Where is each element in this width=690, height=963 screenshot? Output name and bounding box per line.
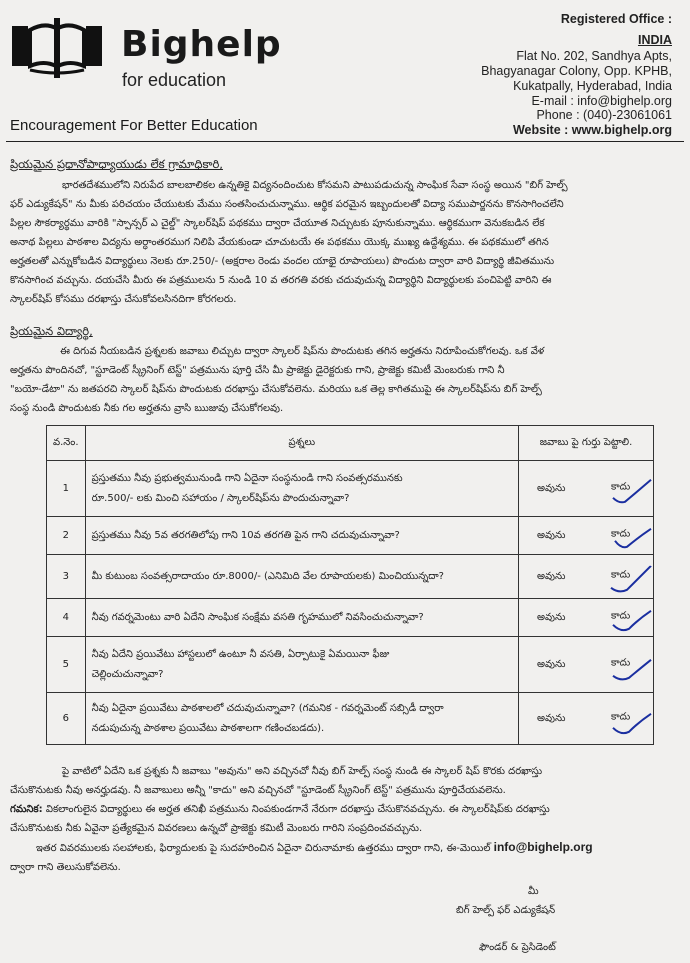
- note-line: [10, 800, 593, 819]
- question-line: ప్రస్తుతము నీవు ప్రభుత్వమునుండి గాని ఏదైనా సంస్థనుండి గాని సంవత్సరమునకు: [91, 472, 403, 484]
- office-phone: Phone : (040)-23061061: [536, 108, 672, 122]
- yes-option[interactable]: అవును: [537, 658, 566, 670]
- note-text: వికలాంగులైన విద్యార్థులు ఈ అర్హత తనిఖీ పత్రమును నింపకుండగానే నేరుగా దరఖాస్తు చేసుకొనవచ్చును. ఈ స్కాలర్‌షిప్‌కు దరఖాస్తు: [45, 804, 550, 815]
- table-header-row: [47, 426, 654, 461]
- checkmark-icon: [609, 477, 653, 505]
- office-title: Registered Office :: [560, 12, 672, 26]
- letter-paragraph-2: [10, 342, 544, 418]
- paragraph-line: కొనసాగించ వచ్చును. దయచేసి మీరు ఈ పత్రములను 5 నుండి 10 వ తరగతి వరకు చదువుచున్న విద్యార్థిని విద్యార్థులకు పంచిపెట్టి వారిని ఈ: [10, 275, 552, 286]
- paragraph-line: "బయో-డేటా" ను జతపరచి స్కాలర్ షిప్‌ను పొందుటకు దరఖాస్తు చేసుకోవలెను. మరియు ఒక తెల్ల కాగితముపై ఈ స్కాలర్‌షిప్‌ను బిగ్ హెల్ప్: [10, 384, 542, 395]
- row-number: 3: [47, 555, 86, 599]
- office-email: E-mail : info@bighelp.org: [531, 94, 672, 108]
- question-cell: [85, 599, 518, 637]
- yes-option[interactable]: అవును: [537, 529, 566, 541]
- table-row: [47, 461, 654, 517]
- bighelp-logo-icon: [10, 16, 104, 80]
- paragraph-line: అర్హతలతో ఎన్నుకోబడిన విద్యార్థులు నెలకు రూ.250/- (అక్షరాల రెండు వందల యాభై రూపాయలు) పొందుట ద్వారా వారి విద్యార్థి జీవితమును: [10, 256, 555, 267]
- col-header-answer: జవాబు పై గుర్తు పెట్టాలి.: [519, 426, 654, 461]
- answer-cell[interactable]: [519, 555, 654, 599]
- no-option[interactable]: కాదు: [611, 569, 631, 581]
- paragraph-line: చేసుకొనుటకు నీవు అనర్హుడవు. నీ జవాబులు అన్నీ "కాదు" అని వచ్చినచో "స్టూడెంట్ స్క్రీనింగ్ టెస్ట్" పత్రమును పూర్తిచేయవలెను.: [10, 785, 506, 796]
- no-option[interactable]: కాదు: [611, 610, 631, 622]
- office-address-line2: Bhagyanagar Colony, Opp. KPHB,: [481, 64, 672, 78]
- yes-option[interactable]: అవును: [537, 482, 566, 494]
- office-address-line3: Kukatpally, Hyderabad, India: [513, 79, 672, 93]
- paragraph-line: ఫర్ ఎడ్యుకేషన్" ను మీకు పరిచయం చేయుటకు మేము సంతసించుచున్నాము. ఆర్థిక పరమైన ఇబ్బందులతో విద్యా సముపార్జనను కొనసాగించలేని: [10, 199, 564, 210]
- table-row: [47, 517, 654, 555]
- question-line: రూ.500/- లకు మించి సహాయం / స్కాలర్‌షిప్‌ను పొందుచున్నావా?: [91, 492, 350, 504]
- brand-name: Bighelp: [121, 24, 282, 65]
- question-cell: [85, 517, 518, 555]
- contact-email-link[interactable]: info@bighelp.org: [493, 840, 593, 854]
- eligibility-table: [46, 425, 654, 745]
- no-option[interactable]: కాదు: [611, 657, 631, 669]
- paragraph-line: ద్వారా గాని తెలుసుకోవలెను.: [10, 862, 121, 873]
- contact-line: [10, 838, 593, 858]
- table-row: [47, 693, 654, 745]
- row-number: 2: [47, 517, 86, 555]
- tagline: Encouragement For Better Education: [10, 117, 258, 134]
- answer-cell[interactable]: [519, 461, 654, 517]
- question-line: చెల్లించుచున్నావా?: [91, 668, 164, 680]
- no-option[interactable]: కాదు: [611, 481, 631, 493]
- yes-option[interactable]: అవును: [537, 570, 566, 582]
- row-number: 6: [47, 693, 86, 745]
- checkmark-icon: [609, 606, 653, 634]
- checkmark-icon: [609, 565, 653, 593]
- question-line: నడుపుచున్న పాఠశాల ప్రయివేటు పాఠశాలగా గణించబడదు).: [91, 722, 325, 734]
- office-country: INDIA: [637, 33, 672, 47]
- office-website: Website : www.bighelp.org: [512, 123, 672, 137]
- paragraph-line: సంస్థ నుండి పొందుటకు నీకు గల అర్హతను వ్రాసి ఋజువు చేసుకోగలవు.: [10, 403, 284, 414]
- signature-organization: బిగ్ హెల్ప్ ఫర్ ఎడ్యుకేషన్: [456, 905, 556, 916]
- letter-paragraph-1: [10, 176, 568, 309]
- paragraph-line: అనాథ పిల్లలు పాఠశాల విద్యను అర్ధాంతరముగ నిలిపి వేయకుండా చూచుటయే ఈ పథకము యొక్క ముఖ్య ఉద్దేశ్యము. ఈ పథకములో తగిన: [10, 237, 549, 248]
- answer-cell[interactable]: [519, 517, 654, 555]
- table-row: [47, 555, 654, 599]
- yes-option[interactable]: అవును: [537, 611, 566, 623]
- question-line: ప్రస్తుతము నీవు 5వ తరగతిలోపు గాని 10వ తరగతి పైన గాని చదువుచున్నావా?: [91, 529, 400, 541]
- signature-yours: మీ: [528, 886, 539, 897]
- checkmark-icon: [609, 707, 653, 735]
- col-header-serial: వ.నెం.: [47, 426, 86, 461]
- brand-subtitle: for education: [122, 70, 227, 90]
- paragraph-line: స్కాలర్‌షిప్ కోసము దరఖాస్తు చేసుకోవలసినదిగా కోరగలరు.: [10, 294, 237, 305]
- salutation-student: ప్రియమైన విద్యార్థి,: [10, 324, 93, 338]
- question-line: నీవు గవర్నమెంటు వారి ఏదేని సాంఘిక సంక్షేమ వసతి గృహములో నివసించుచున్నావా?: [91, 611, 424, 623]
- question-cell: [85, 555, 518, 599]
- no-option[interactable]: కాదు: [611, 711, 631, 723]
- paragraph-line: చేసుకొనుటకు నీకు ఏవైనా ప్రత్యేకమైన వివరణలు ఉన్నచో ప్రాజెక్టు కమిటీ మెంబరు గారిని సంప్రదించవచ్చును.: [10, 823, 423, 834]
- office-address-line1: Flat No. 202, Sandhya Apts,: [516, 49, 672, 63]
- note-label: గమనిక:: [10, 804, 43, 815]
- row-number: 1: [47, 461, 86, 517]
- paragraph-line: అర్హతను పొందినచో, "స్టూడెంట్ స్క్రీనింగ్ టెస్ట్" పత్రమును పూర్తి చేసి మీ ప్రాజెక్టు డైరెక్టరుకు గాని, ప్రాజెక్టు కమిటీ మెంబరుకు గాని నీ: [10, 365, 505, 376]
- question-line: నీవు ఏదేని ప్రయివేటు హాస్టలులో ఉంటూ నీ వసతి, ఏర్పాటుకై ఏమయినా ఫీజు: [91, 648, 390, 660]
- paragraph-line: పిల్లల సౌకర్యార్థము వారికి "స్పాన్సర్ ఎ చైల్డ్" స్కాలర్‌షిప్ పథకము ద్వారా చేయూత నిచ్చుటకు పూనుకున్నాము. ఆర్థికముగా వెనుకబడిన లేక: [10, 218, 545, 229]
- paragraph-line: ఈ దిగువ నీయబడిన ప్రశ్నలకు జవాబు లిచ్చుట ద్వారా స్కాలర్ షిప్‌ను పొందుటకు తగిన అర్హతను నిరూపించుకోగలవు. ఒక వేళ: [60, 346, 545, 357]
- question-cell: [85, 693, 518, 745]
- answer-cell[interactable]: [519, 693, 654, 745]
- row-number: 4: [47, 599, 86, 637]
- yes-option[interactable]: అవును: [537, 712, 566, 724]
- question-line: నీవు ఏదైనా ప్రయివేటు పాఠశాలలో చదువుచున్నావా? (గమనిక - గవర్నమెంట్ సబ్సిడీ ద్వారా: [91, 702, 444, 714]
- checkmark-icon: [609, 653, 653, 681]
- no-option[interactable]: కాదు: [611, 528, 631, 540]
- footer-paragraph: [10, 762, 593, 877]
- paragraph-line: భారతదేశములోని నిరుపేద బాలబాలికల ఉన్నతికై విద్యనందించుట కోసమని పాటుపడుచున్న సాంఘిక సేవా సంస్థ అయిన "బిగ్ హెల్ప్: [62, 180, 568, 191]
- answer-cell[interactable]: [519, 637, 654, 693]
- paragraph-line: పై వాటిలో ఏదేని ఒక ప్రశ్నకు నీ జవాబు "అవును" అని వచ్చినచో నీవు బిగ్ హెల్ప్ సంస్థ నుండి ఈ స్కాలర్ షిప్ కొరకు దరఖాస్తు: [62, 766, 543, 777]
- checkmark-icon: [609, 524, 653, 552]
- signature-title: ఫౌండర్ & ప్రెసిడెంట్: [479, 942, 556, 953]
- header-divider: [6, 141, 684, 142]
- answer-cell[interactable]: [519, 599, 654, 637]
- contact-text: ఇతర వివరములకు సలహాలకు, ఫిర్యాదులకు పై సుదహరించిన ఏదైనా చిరునామాకు ఉత్తరము ద్వారా గాని, ఈ-మెయిల్: [36, 843, 491, 854]
- table-row: [47, 637, 654, 693]
- question-cell: [85, 637, 518, 693]
- col-header-questions: ప్రశ్నలు: [85, 426, 518, 461]
- table-row: [47, 599, 654, 637]
- question-cell: [85, 461, 518, 517]
- salutation-headmaster: ప్రియమైన ప్రధానోపాధ్యాయుడు లేక గ్రామాధికారి,: [10, 157, 223, 171]
- row-number: 5: [47, 637, 86, 693]
- question-line: మీ కుటుంబ సంవత్సరాదాయం రూ.8000/- (ఎనిమిది వేల రూపాయలకు) మించియున్నదా?: [91, 570, 444, 582]
